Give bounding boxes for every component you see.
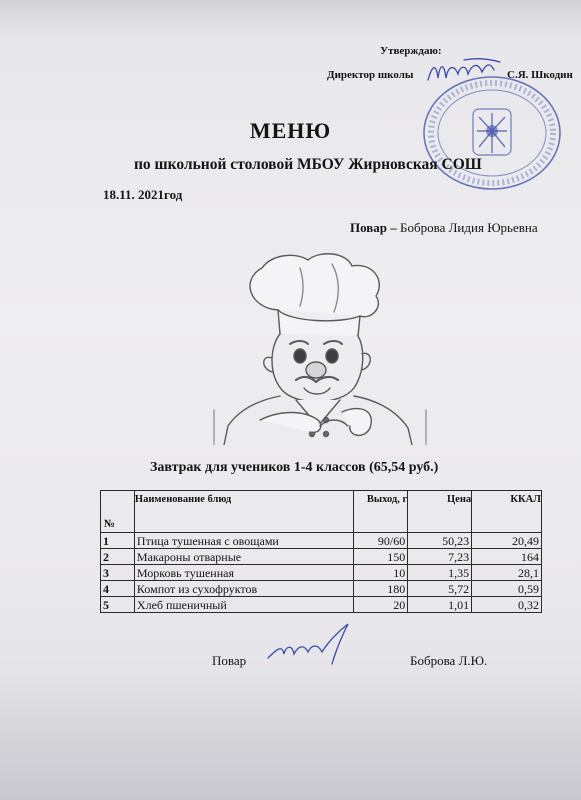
row-output: 10 [354, 565, 408, 581]
director-label: Директор школы [327, 69, 414, 81]
menu-table [100, 490, 542, 613]
page-subtitle: по школьной столовой МБОУ Жирновская СОШ [134, 156, 482, 173]
header-number: № [101, 491, 135, 533]
table-header-row [101, 491, 542, 533]
cook-label: Повар – [350, 220, 397, 235]
row-dish-name: Морковь тушенная [134, 565, 353, 581]
row-kcal: 0,59 [472, 581, 542, 597]
header-price: Цена [408, 491, 472, 533]
row-number: 5 [101, 597, 135, 613]
row-output: 90/60 [354, 533, 408, 549]
row-number: 4 [101, 581, 135, 597]
row-output: 20 [354, 597, 408, 613]
row-number: 1 [101, 533, 135, 549]
row-number: 2 [101, 549, 135, 565]
row-kcal: 164 [472, 549, 542, 565]
cook-signature [262, 620, 362, 670]
approval-label: Утверждаю: [380, 45, 442, 57]
page-shading-bottom [0, 670, 581, 800]
row-number: 3 [101, 565, 135, 581]
row-price: 1,01 [408, 597, 472, 613]
table-row [101, 549, 542, 565]
row-kcal: 0,32 [472, 597, 542, 613]
chef-illustration [200, 250, 440, 445]
header-output: Выход, г [354, 491, 408, 533]
cook-line [350, 220, 538, 236]
meal-heading: Завтрак для учеников 1-4 классов (65,54 руб.) [150, 460, 439, 475]
table-row [101, 533, 542, 549]
table-row [101, 565, 542, 581]
header-dish-name: Наименование блюд [134, 491, 353, 533]
row-kcal: 20,49 [472, 533, 542, 549]
header-kcal: ККАЛ [472, 491, 542, 533]
row-dish-name: Компот из сухофруктов [134, 581, 353, 597]
footer-cook-name: Боброва Л.Ю. [410, 653, 488, 668]
page-shading-top [0, 0, 581, 40]
row-dish-name: Хлеб пшеничный [134, 597, 353, 613]
table-row [101, 597, 542, 613]
row-output: 180 [354, 581, 408, 597]
row-output: 150 [354, 549, 408, 565]
footer-cook-label: Повар [212, 653, 247, 668]
row-dish-name: Макароны отварные [134, 549, 353, 565]
row-price: 50,23 [408, 533, 472, 549]
page-title: МЕНЮ [249, 118, 332, 143]
row-price: 7,23 [408, 549, 472, 565]
menu-date: 18.11. 2021год [103, 187, 183, 202]
row-price: 5,72 [408, 581, 472, 597]
row-dish-name: Птица тушенная с овощами [134, 533, 353, 549]
cook-name: Боброва Лидия Юрьевна [400, 220, 538, 235]
row-kcal: 28,1 [472, 565, 542, 581]
row-price: 1,35 [408, 565, 472, 581]
director-name: С.Я. Шкодин [507, 69, 573, 81]
table-row [101, 581, 542, 597]
